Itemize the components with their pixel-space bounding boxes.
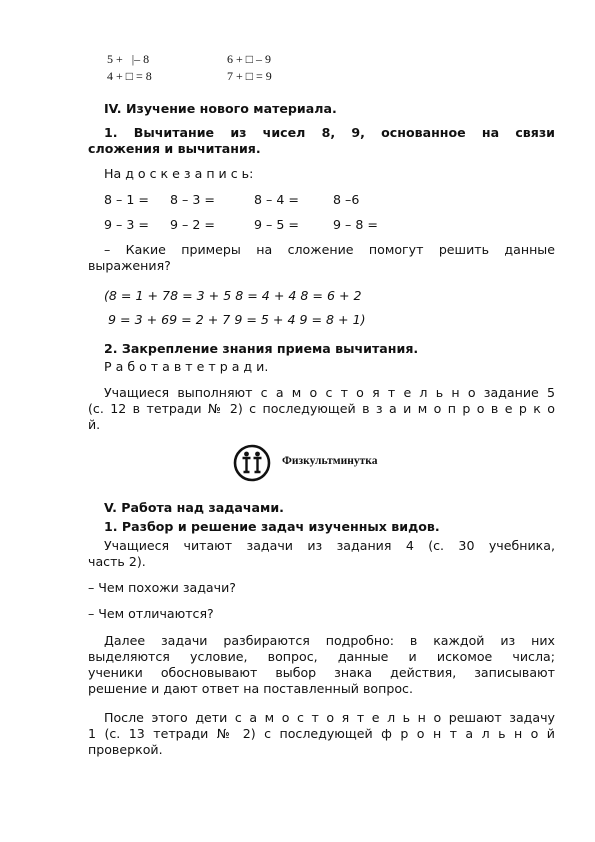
section4-sub2-heading: 2. Закрепление знания приема вычитания. (104, 341, 419, 356)
banner-label: Физкультминутка (282, 455, 378, 467)
task-line1: Учащиеся выполняют с а м о с т о я т е л ь н о задание 5 (104, 385, 555, 400)
question-similar: – Чем похожи задачи? (88, 580, 236, 595)
para-line3: ученики обосновывают выбор знака действия, записывают (88, 665, 555, 680)
notebook-label: Р а б о т а в т е т р а д и. (104, 359, 269, 374)
equation-row1-left: 5 + |– 8 (107, 52, 150, 66)
section4-sub1-line2: сложения и вычитания. (88, 141, 261, 156)
answer-line2: 9 = 3 + 69 = 2 + 7 9 = 5 + 4 9 = 8 + 1) (108, 312, 366, 327)
final-line2: 1 (с. 13 тетради № 2) с последующей ф р о н т а л ь н о й (88, 726, 555, 741)
final-line1: После этого дети с а м о с т о я т е л ь н о решают задачу (104, 710, 555, 725)
section5-heading: V. Работа над задачами. (104, 500, 284, 515)
task-line2: (с. 12 в тетради № 2) с последующей в з а и м о п р о в е р к о (88, 401, 555, 416)
answer-line1: (8 = 1 + 78 = 3 + 5 8 = 4 + 4 8 = 6 + 2 (104, 288, 362, 303)
section4-heading: IV. Изучение нового материала. (104, 101, 337, 116)
para-line4: решение и дают ответ на поставленный вопрос. (88, 681, 413, 696)
grid-r1-c1: 8 – 1 = (104, 192, 149, 207)
grid-r2-c4: 9 – 8 = (333, 217, 378, 232)
grid-r1-c4: 8 –6 (333, 192, 360, 207)
equation-row2-left: 4 + □ = 8 (107, 69, 152, 83)
equation-row2-right: 7 + □ = 9 (227, 69, 272, 83)
read-line2: часть 2). (88, 554, 146, 569)
para-line1: Далее задачи разбираются подробно: в каждой из них (104, 633, 555, 648)
question-different: – Чем отличаются? (88, 606, 214, 621)
two-people-icon (230, 443, 274, 483)
grid-r2-c2: 9 – 2 = (170, 217, 215, 232)
section4-sub1-line1: 1. Вычитание из чисел 8, 9, основанное на связи (104, 125, 555, 140)
final-line3: проверкой. (88, 742, 163, 757)
task-line3: й. (88, 417, 101, 432)
grid-r2-c1: 9 – 3 = (104, 217, 149, 232)
physical-break-banner (222, 443, 416, 483)
grid-r1-c3: 8 – 4 = (254, 192, 299, 207)
question-line1: – Какие примеры на сложение помогут решить данные (104, 242, 555, 257)
question-line2: выражения? (88, 258, 171, 273)
para-line2: выделяются условие, вопрос, данные и искомое числа; (88, 649, 555, 664)
board-label: На д о с к е з а п и с ь: (104, 166, 254, 181)
equation-row1-right: 6 + □ – 9 (227, 52, 272, 66)
section5-sub1-heading: 1. Разбор и решение задач изученных видов. (104, 519, 440, 534)
grid-r2-c3: 9 – 5 = (254, 217, 299, 232)
read-line1: Учащиеся читают задачи из задания 4 (с. 30 учебника, (104, 538, 555, 553)
grid-r1-c2: 8 – 3 = (170, 192, 215, 207)
